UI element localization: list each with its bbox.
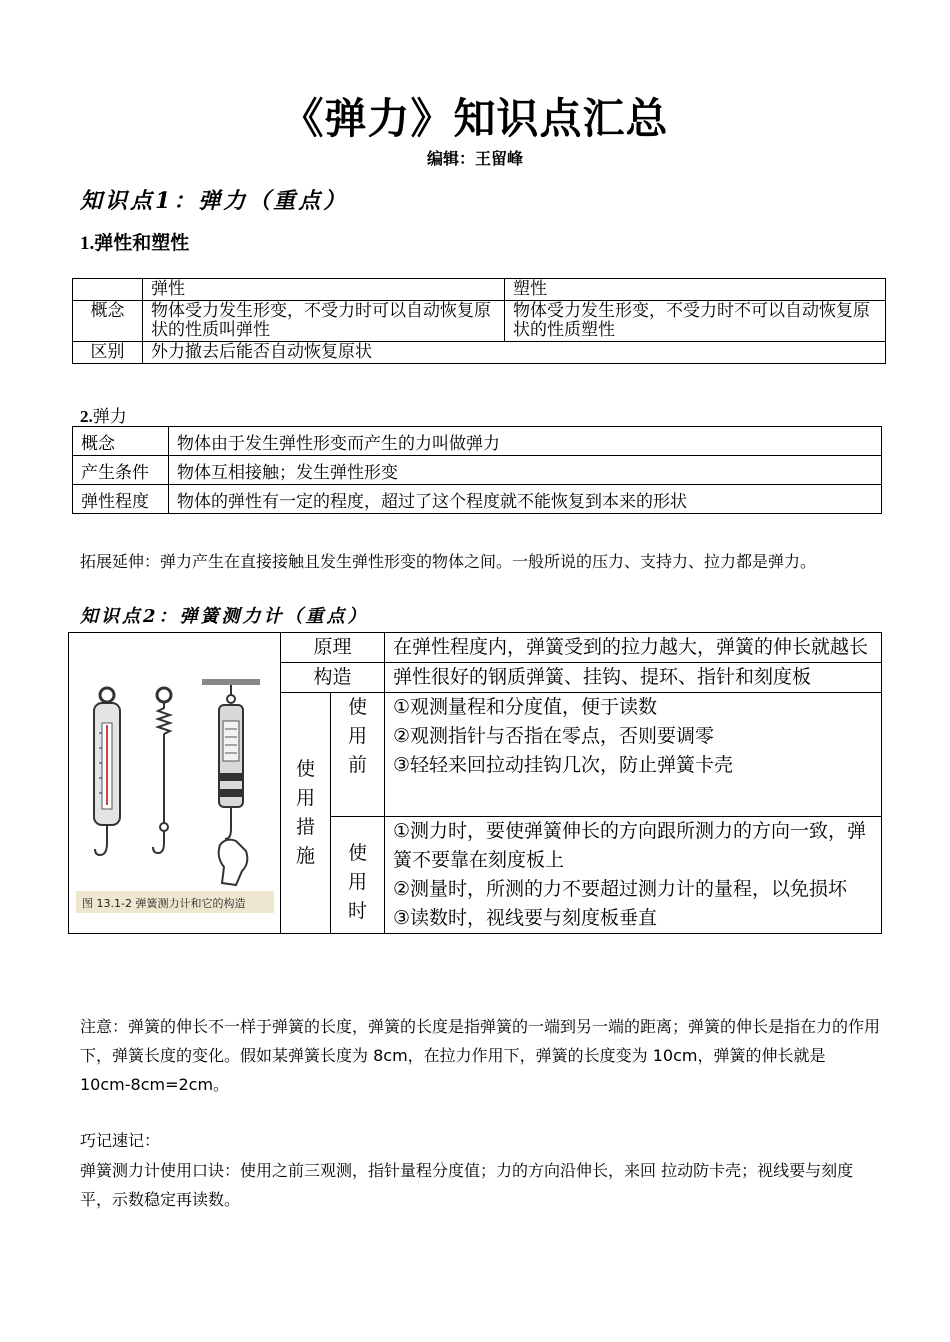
table-header-row xyxy=(73,279,886,301)
table-row xyxy=(73,427,882,456)
during-use-items xyxy=(385,817,882,934)
note-paragraph: 注意：弹簧的伸长不一样于弹簧的长度，弹簧的长度是指弹簧的一端到另一端的距离；弹簧的伸长是指在力的作用下，弹簧长度的变化。假如某弹簧长度为 8cm，在拉力作用下，弹簧的长度变为 10cm，弹簧的伸长就是 10cm-8cm=2cm。 xyxy=(80,1017,881,1094)
row-label: 概念 xyxy=(73,301,143,342)
section-elasticity-plasticity-title: 1.弹性和塑性 xyxy=(80,233,190,254)
section-elastic-force-title xyxy=(80,402,127,427)
table-row xyxy=(73,456,882,485)
spring-scale-table xyxy=(68,632,882,934)
during-use-label xyxy=(331,817,385,934)
extension-paragraph: 拓展延伸：弹力产生在直接接触且发生弹性形变的物体之间。一般所说的压力、支持力、拉力都是弹力。 xyxy=(80,552,817,571)
editor-line: 编辑：王留峰 xyxy=(426,149,523,168)
table-header-cell xyxy=(73,279,143,301)
list-item: ③读数时，视线要与刻度板垂直 xyxy=(393,907,658,929)
page-title: 《弹力》知识点汇总 xyxy=(281,94,669,143)
figure-cell xyxy=(69,633,281,934)
knowledge-point-2-heading: 知识点2：弹簧测力计（重点） xyxy=(80,606,369,627)
row-label: 产生条件 xyxy=(73,456,169,485)
elastic-force-table xyxy=(72,426,882,514)
plastic-concept-cell: 物体受力发生形变，不受力时不可以自动恢复原状的性质塑性 xyxy=(505,301,886,342)
spring-scale-2-icon xyxy=(153,688,171,853)
table-header-cell: 塑性 xyxy=(505,279,886,301)
usage-label xyxy=(281,693,331,934)
tips-heading: 巧记速记： xyxy=(80,1131,161,1150)
list-item: ③轻轻来回拉动挂钩几次，防止弹簧卡壳 xyxy=(393,754,734,776)
elastic-concept-cell: 物体受力发生形变，不受力时可以自动恢复原状的性质叫弹性 xyxy=(143,301,505,342)
table-row xyxy=(73,342,886,364)
usage-label-text: 使用措施 xyxy=(295,758,315,867)
list-item: ①测力时，要使弹簧伸长的方向跟所测力的方向一致，弹簧不要靠在刻度板上 xyxy=(393,820,867,871)
structure-label: 构造 xyxy=(281,663,385,693)
during-use-label-text: 使用时 xyxy=(347,842,367,922)
list-item: ②测量时，所测的力不要超过测力计的量程，以免损坏 xyxy=(393,878,848,900)
row-label: 概念 xyxy=(73,427,169,456)
row-value: 物体互相接触；发生弹性形变 xyxy=(169,456,882,485)
figure-caption: 图 13.1-2 弹簧测力计和它的构造 xyxy=(81,897,245,910)
spring-scale-3-icon xyxy=(202,679,260,885)
before-use-items xyxy=(385,693,882,817)
section-title-text: 弹力 xyxy=(92,407,127,426)
difference-cell: 外力撤去后能否自动恢复原状 xyxy=(143,342,886,364)
elasticity-plasticity-table xyxy=(72,278,886,364)
list-item: ①观测量程和分度值，便于读数 xyxy=(393,696,658,718)
tips-paragraph: 弹簧测力计使用口诀：使用之前三观测，指针量程分度值；力的方向沿伸长，来回 拉动防卡壳；视线要与刻度平，示数稳定再读数。 xyxy=(80,1161,854,1209)
knowledge-point-1-heading: 知识点1：弹力（重点） xyxy=(80,188,349,214)
row-value: 物体的弹性有一定的程度，超过了这个程度就不能恢复到本来的形状 xyxy=(169,485,882,514)
principle-value: 在弹性程度内，弹簧受到的拉力越大，弹簧的伸长就越长 xyxy=(385,633,882,663)
section-number: 2. xyxy=(80,407,93,426)
list-item: ②观测指针与否指在零点，否则要调零 xyxy=(393,725,715,747)
structure-value: 弹性很好的钢质弹簧、挂钩、提环、指针和刻度板 xyxy=(385,663,882,693)
row-label: 弹性程度 xyxy=(73,485,169,514)
spring-scale-1-icon xyxy=(94,688,120,855)
table-row xyxy=(73,301,886,342)
table-header-cell: 弹性 xyxy=(143,279,505,301)
row-label: 区别 xyxy=(73,342,143,364)
spring-scale-figure xyxy=(70,633,280,933)
principle-label: 原理 xyxy=(281,633,385,663)
table-row xyxy=(73,485,882,514)
row-value: 物体由于发生弹性形变而产生的力叫做弹力 xyxy=(169,427,882,456)
before-use-label xyxy=(331,693,385,817)
before-use-label-text: 使用前 xyxy=(347,696,367,776)
table-row xyxy=(69,633,882,663)
